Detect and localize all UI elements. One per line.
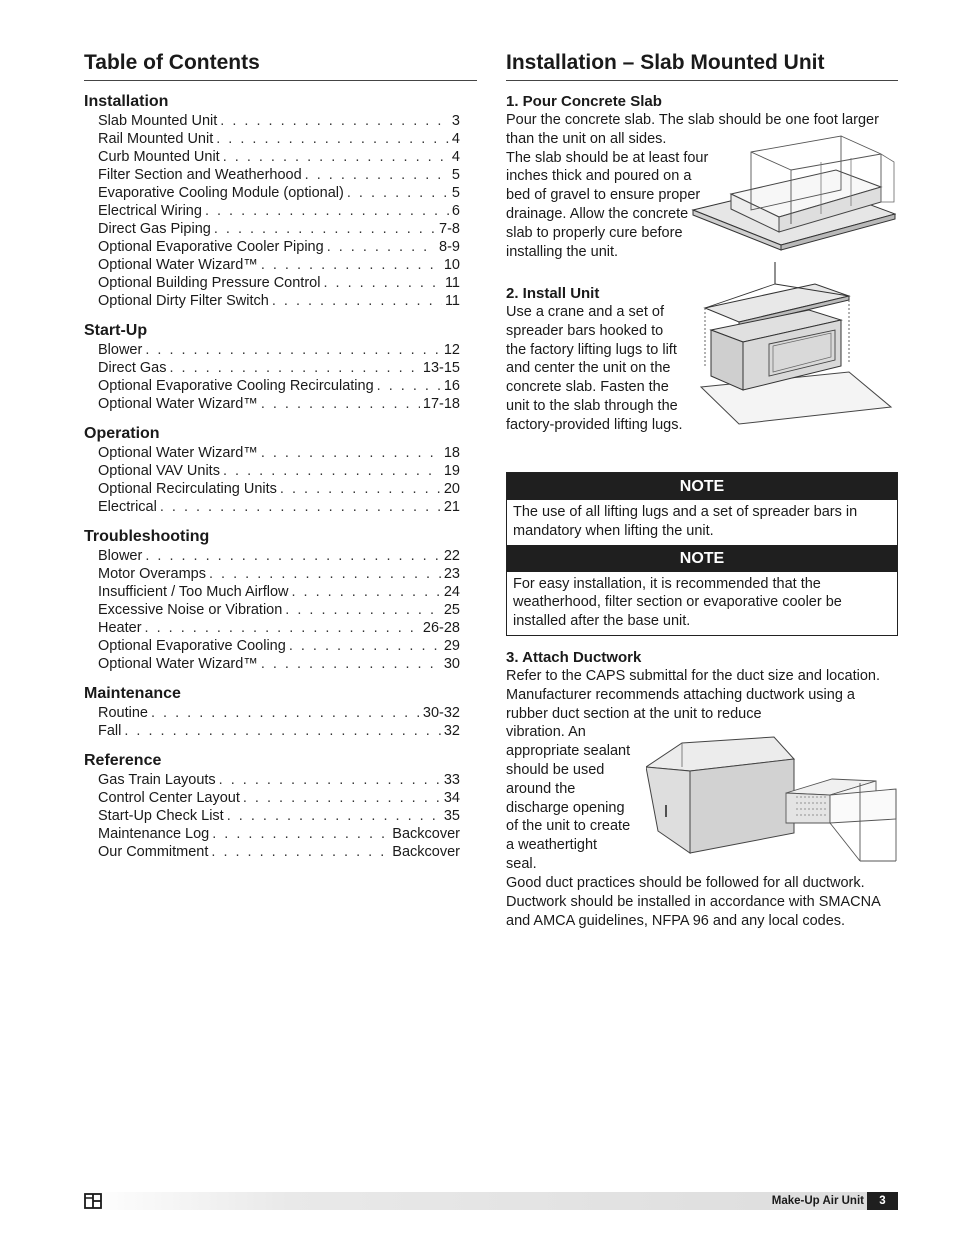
toc-section-heading: Maintenance bbox=[84, 685, 181, 702]
toc-entry-page: 23 bbox=[443, 566, 460, 582]
footer-title: Make-Up Air Unit bbox=[771, 1195, 864, 1207]
toc-entry-title: Optional Evaporative Cooling Recirculating bbox=[98, 378, 374, 394]
toc-section-heading: Operation bbox=[84, 425, 160, 442]
toc-entry-page: 4 bbox=[451, 131, 460, 147]
toc-leader-dots bbox=[216, 130, 449, 148]
toc-leader-dots bbox=[285, 601, 441, 619]
toc-entry-page: 30 bbox=[443, 656, 460, 672]
toc-leader-dots bbox=[261, 395, 420, 413]
toc-entry[interactable] bbox=[98, 395, 460, 413]
crane-lift-illustration bbox=[699, 262, 893, 452]
toc-leader-dots bbox=[124, 722, 440, 740]
toc-section-heading: Installation bbox=[84, 93, 169, 110]
toc-leader-dots bbox=[145, 619, 420, 637]
toc-entry[interactable] bbox=[98, 292, 460, 310]
toc-entry-page: 13-15 bbox=[422, 360, 460, 376]
toc-entry-page: 11 bbox=[444, 275, 460, 291]
note-lifting bbox=[506, 472, 898, 545]
toc-entry[interactable] bbox=[98, 771, 460, 789]
step2-heading: 2. Install Unit bbox=[506, 285, 600, 302]
toc-entry-page: 5 bbox=[451, 185, 460, 201]
toc-entry-title: Gas Train Layouts bbox=[98, 772, 216, 788]
toc-entry-page: 18 bbox=[443, 445, 460, 461]
toc-entry[interactable] bbox=[98, 547, 460, 565]
toc-entry-page: 16 bbox=[443, 378, 460, 394]
toc-entry-page: 20 bbox=[443, 481, 460, 497]
toc-entry-title: Curb Mounted Unit bbox=[98, 149, 220, 165]
toc-entry-title: Fall bbox=[98, 723, 122, 739]
toc-entry-title: Evaporative Cooling Module (optional) bbox=[98, 185, 344, 201]
toc-leader-dots bbox=[209, 565, 441, 583]
toc-entry-title: Maintenance Log bbox=[98, 826, 210, 842]
toc-section bbox=[84, 527, 477, 673]
toc-entry-title: Optional Building Pressure Control bbox=[98, 275, 321, 291]
step2-text: Use a crane and a set of spreader bars hooked to the factory lifting lugs to lift and center the unit on the concrete slab. Fasten the unit to the slab through the factory-provided lifting lugs. bbox=[506, 304, 683, 433]
toc-entry-title: Control Center Layout bbox=[98, 790, 240, 806]
toc-entry[interactable] bbox=[98, 220, 460, 238]
toc-entry-page: 5 bbox=[451, 167, 460, 183]
toc-entry[interactable] bbox=[98, 166, 460, 184]
toc-leader-dots bbox=[327, 238, 436, 256]
toc-entry-page: 26-28 bbox=[422, 620, 460, 636]
toc-leader-dots bbox=[205, 202, 449, 220]
toc-entry-page: Backcover bbox=[392, 844, 460, 860]
toc-section-heading: Start-Up bbox=[84, 322, 148, 339]
toc-entry-title: Heater bbox=[98, 620, 142, 636]
step1-heading: 1. Pour Concrete Slab bbox=[506, 93, 662, 110]
toc-entry[interactable] bbox=[98, 655, 460, 673]
toc-entry-page: 4 bbox=[451, 149, 460, 165]
manufacturer-logo-icon bbox=[84, 1193, 104, 1209]
toc-entry-page: 17-18 bbox=[422, 396, 460, 412]
toc-entry-page: 19 bbox=[443, 463, 460, 479]
toc-entry-list bbox=[84, 704, 477, 740]
toc-entry-title: Optional Water Wizard™ bbox=[98, 445, 258, 461]
toc-entry[interactable] bbox=[98, 148, 460, 166]
step3-text-after: Good duct practices should be followed for all ductwork. Ductwork should be installed in accordance with SMACNA and AMCA guidelines, NFPA 96 and any local codes. bbox=[506, 875, 880, 929]
toc-entry[interactable] bbox=[98, 807, 460, 825]
toc-leader-dots bbox=[170, 359, 420, 377]
toc-entry-title: Blower bbox=[98, 342, 143, 358]
toc-entry-title: Optional Water Wizard™ bbox=[98, 656, 258, 672]
toc-entry-page: 24 bbox=[443, 584, 460, 600]
toc-section-heading: Troubleshooting bbox=[84, 528, 210, 545]
toc-entry-page: 35 bbox=[443, 808, 460, 824]
step3-text-wide: Refer to the CAPS submittal for the duct size and location. Manufacturer recommends attaching ductwork using a rubber duct section at the unit to reduce bbox=[506, 667, 880, 722]
toc-entry[interactable] bbox=[98, 184, 460, 202]
toc-leader-dots bbox=[261, 655, 441, 673]
toc-section bbox=[84, 321, 477, 413]
toc-entry-page: 12 bbox=[443, 342, 460, 358]
toc-entry[interactable] bbox=[98, 825, 460, 843]
toc-entry-page: 33 bbox=[443, 772, 460, 788]
toc-entry[interactable] bbox=[98, 480, 460, 498]
toc-leader-dots bbox=[227, 807, 441, 825]
toc-entry-title: Start-Up Check List bbox=[98, 808, 224, 824]
toc-entry-page: 8-9 bbox=[439, 239, 460, 255]
step1-text-narrow: The slab should be at least four inches thick and poured on a bed of gravel to ensure proper drainage. Allow the concrete slab to properly cure before installing the unit. bbox=[506, 149, 709, 260]
toc-leader-dots bbox=[347, 184, 449, 202]
toc-leader-dots bbox=[219, 771, 441, 789]
toc-leader-dots bbox=[145, 547, 441, 565]
installation-title: Installation – Slab Mounted Unit bbox=[506, 50, 898, 81]
toc-entry[interactable] bbox=[98, 202, 460, 220]
toc-entry-list bbox=[84, 341, 477, 413]
toc-entry-title: Insufficient / Too Much Airflow bbox=[98, 584, 289, 600]
toc-entry[interactable] bbox=[98, 704, 460, 722]
toc-entry-page: 22 bbox=[443, 548, 460, 564]
toc-leader-dots bbox=[323, 274, 441, 292]
toc-entry-title: Optional Evaporative Cooler Piping bbox=[98, 239, 324, 255]
toc-entry[interactable] bbox=[98, 238, 460, 256]
toc-entry[interactable] bbox=[98, 462, 460, 480]
toc-leader-dots bbox=[214, 220, 436, 238]
step-attach-ductwork bbox=[506, 648, 898, 931]
installation-section bbox=[506, 50, 898, 931]
toc-entry-title: Blower bbox=[98, 548, 143, 564]
toc-entry-title: Rail Mounted Unit bbox=[98, 131, 214, 147]
toc-entry-page: 25 bbox=[443, 602, 460, 618]
step3-heading: 3. Attach Ductwork bbox=[506, 648, 642, 666]
step-install-unit bbox=[506, 284, 898, 466]
toc-entry-page: 6 bbox=[451, 203, 460, 219]
toc-entry-list bbox=[84, 112, 477, 310]
toc-entry[interactable] bbox=[98, 637, 460, 655]
toc-leader-dots bbox=[291, 583, 440, 601]
toc-leader-dots bbox=[220, 112, 449, 130]
toc-entry-page: 29 bbox=[443, 638, 460, 654]
toc-leader-dots bbox=[243, 789, 441, 807]
toc-entry-page: Backcover bbox=[392, 826, 460, 842]
toc-entry-title: Optional Dirty Filter Switch bbox=[98, 293, 269, 309]
toc-leader-dots bbox=[223, 148, 449, 166]
toc-entry-list bbox=[84, 444, 477, 516]
toc-leader-dots bbox=[272, 292, 442, 310]
toc-entry[interactable] bbox=[98, 619, 460, 637]
toc-section bbox=[84, 424, 477, 516]
toc-entry-title: Filter Section and Weatherhood bbox=[98, 167, 302, 183]
toc-entry[interactable] bbox=[98, 722, 460, 740]
toc-leader-dots bbox=[305, 166, 449, 184]
note2-text: For easy installation, it is recommended that the weatherhood, filter section or evaporative cooler be installed after the base unit. bbox=[513, 575, 842, 630]
step1-text-wide: Pour the concrete slab. The slab should be one foot larger than the unit on all sides. bbox=[506, 112, 879, 147]
toc-entry[interactable] bbox=[98, 444, 460, 462]
toc-title: Table of Contents bbox=[84, 50, 477, 81]
toc-entry-list bbox=[84, 547, 477, 673]
toc-entry-title: Direct Gas Piping bbox=[98, 221, 211, 237]
toc-entry-title: Electrical bbox=[98, 499, 157, 515]
toc-section bbox=[84, 684, 477, 740]
toc-leader-dots bbox=[280, 480, 441, 498]
toc-leader-dots bbox=[160, 498, 441, 516]
toc-entry-page: 7-8 bbox=[439, 221, 460, 237]
toc-leader-dots bbox=[289, 637, 441, 655]
toc-entry-page: 10 bbox=[443, 257, 460, 273]
note-installation bbox=[506, 545, 898, 636]
toc-entry[interactable] bbox=[98, 377, 460, 395]
toc-entry-page: 21 bbox=[443, 499, 460, 515]
toc-entry-title: Direct Gas bbox=[98, 360, 167, 376]
toc-entry[interactable] bbox=[98, 341, 460, 359]
note1-label: NOTE bbox=[507, 473, 897, 500]
page-number: 3 bbox=[867, 1192, 898, 1210]
toc-entry-title: Slab Mounted Unit bbox=[98, 113, 218, 129]
toc-leader-dots bbox=[377, 377, 441, 395]
toc-leader-dots bbox=[145, 341, 441, 359]
toc-entry-page: 32 bbox=[443, 723, 460, 739]
ductwork-illustration bbox=[646, 723, 898, 863]
toc-entry-title: Electrical Wiring bbox=[98, 203, 202, 219]
toc-section-heading: Reference bbox=[84, 752, 162, 769]
toc-entry-page: 11 bbox=[444, 293, 460, 309]
toc-section bbox=[84, 92, 477, 310]
toc-entry-title: Excessive Noise or Vibration bbox=[98, 602, 283, 618]
toc-entry[interactable] bbox=[98, 498, 460, 516]
toc-entry-title: Our Commitment bbox=[98, 844, 209, 860]
toc-leader-dots bbox=[211, 843, 389, 861]
toc-entry[interactable] bbox=[98, 359, 460, 377]
slab-unit-illustration bbox=[691, 132, 896, 274]
toc-entry-title: Motor Overamps bbox=[98, 566, 206, 582]
toc-entry[interactable] bbox=[98, 601, 460, 619]
step3-text-narrow: vibration. An appropriate sealant should be used around the discharge opening of the unit to create a weathertight seal. bbox=[506, 724, 631, 872]
note1-text: The use of all lifting lugs and a set of spreader bars in mandatory when lifting the unit. bbox=[513, 504, 858, 539]
toc-entry-title: Optional Evaporative Cooling bbox=[98, 638, 286, 654]
step-pour-slab bbox=[506, 92, 898, 278]
toc-entry-title: Routine bbox=[98, 705, 148, 721]
toc-leader-dots bbox=[223, 462, 441, 480]
toc-entry-page: 30-32 bbox=[422, 705, 460, 721]
note2-label: NOTE bbox=[507, 545, 897, 572]
toc-entry[interactable] bbox=[98, 583, 460, 601]
toc-entry-title: Optional Water Wizard™ bbox=[98, 396, 258, 412]
toc-leader-dots bbox=[261, 444, 441, 462]
toc-entry-list bbox=[84, 771, 477, 861]
toc-entry-title: Optional VAV Units bbox=[98, 463, 220, 479]
toc-entry[interactable] bbox=[98, 789, 460, 807]
toc-entry[interactable] bbox=[98, 843, 460, 861]
table-of-contents bbox=[84, 50, 477, 861]
toc-entry[interactable] bbox=[98, 256, 460, 274]
toc-entry-title: Optional Water Wizard™ bbox=[98, 257, 258, 273]
toc-entry[interactable] bbox=[98, 565, 460, 583]
toc-entry-page: 3 bbox=[451, 113, 460, 129]
toc-entry-page: 34 bbox=[443, 790, 460, 806]
toc-entry[interactable] bbox=[98, 112, 460, 130]
toc-leader-dots bbox=[151, 704, 420, 722]
toc-leader-dots bbox=[261, 256, 441, 274]
toc-entry[interactable] bbox=[98, 274, 460, 292]
toc-entry[interactable] bbox=[98, 130, 460, 148]
toc-section bbox=[84, 751, 477, 861]
toc-entry-title: Optional Recirculating Units bbox=[98, 481, 277, 497]
toc-sections bbox=[84, 92, 477, 861]
toc-leader-dots bbox=[212, 825, 389, 843]
